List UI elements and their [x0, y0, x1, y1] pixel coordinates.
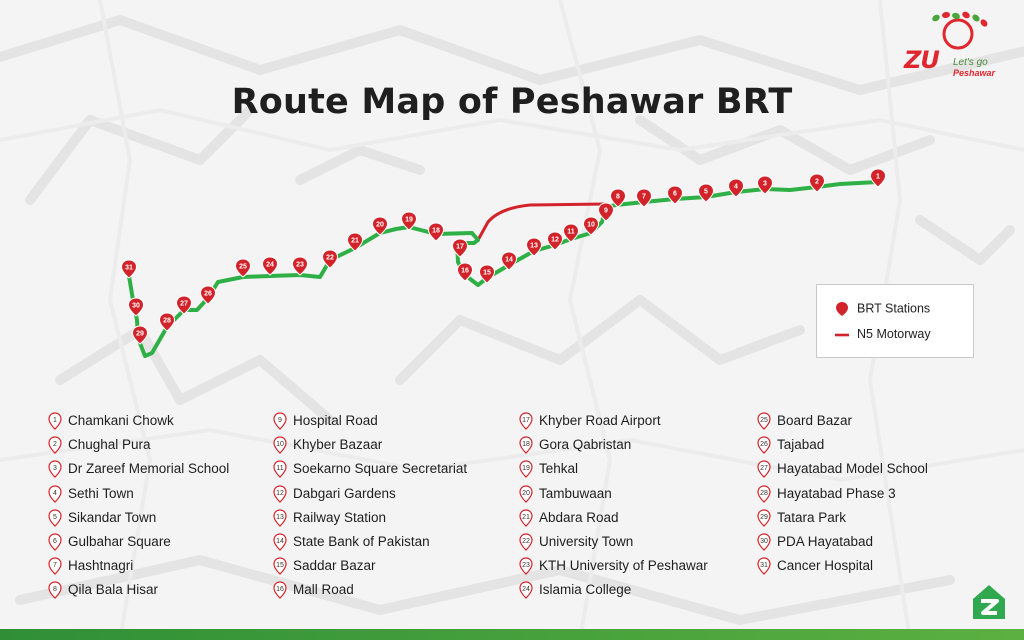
- station-number-pin-icon: [48, 509, 62, 527]
- station-pin-number: 5: [704, 188, 708, 196]
- station-number: 25: [760, 417, 768, 424]
- station-name: Dabgari Gardens: [293, 485, 396, 501]
- station-number: 22: [522, 538, 530, 545]
- station-name: PDA Hayatabad: [777, 534, 874, 549]
- station-number: 12: [276, 489, 284, 497]
- station-number-pin-icon: [48, 581, 62, 599]
- station-pin-number: 7: [642, 193, 646, 201]
- station-pin-number: 22: [326, 254, 334, 262]
- station-number: 27: [760, 465, 768, 473]
- station-name: Gora Qabristan: [539, 437, 632, 453]
- station-pin-number: 15: [483, 269, 491, 277]
- legend-motorway-row: [835, 327, 931, 341]
- station-number-pin-icon: [519, 509, 533, 527]
- station-pin-number: 31: [125, 264, 133, 272]
- station-pin-number: 13: [530, 242, 538, 250]
- zameen-z-icon: [969, 581, 1009, 621]
- station-name: Dr Zareef Memorial School: [68, 461, 230, 477]
- station-name: Khyber Road Airport: [539, 413, 661, 428]
- station-number-pin-icon: [273, 509, 287, 527]
- station-number-pin-icon: [48, 557, 62, 575]
- station-number: 6: [53, 538, 57, 545]
- station-number: 16: [276, 586, 284, 594]
- station-name: Mall Road: [293, 582, 354, 598]
- station-number: 24: [522, 586, 530, 594]
- station-pin: [133, 326, 148, 344]
- station-number: 7: [53, 562, 57, 570]
- station-number-pin-icon: [757, 533, 771, 551]
- station-pin-number: 28: [163, 317, 171, 325]
- station-number-pin-icon: [48, 460, 62, 478]
- map-legend: [816, 284, 974, 358]
- station-number-pin-icon: [757, 412, 771, 430]
- station-number: 1: [53, 417, 57, 424]
- station-pin-number: 29: [136, 330, 144, 338]
- station-name: Abdara Road: [539, 509, 619, 525]
- station-pin-number: 12: [551, 236, 559, 244]
- station-number-pin-icon: [273, 460, 287, 478]
- station-number-pin-icon: [519, 557, 533, 575]
- station-number: 28: [760, 489, 768, 497]
- station-number-pin-icon: [273, 581, 287, 599]
- page-title: Route Map of Peshawar BRT: [231, 82, 793, 122]
- station-number-pin-icon: [757, 485, 771, 503]
- station-pin: [293, 257, 308, 275]
- station-name: Tambuwaan: [539, 485, 612, 501]
- station-name: Hospital Road: [293, 413, 378, 428]
- station-name: State Bank of Pakistan: [293, 534, 430, 549]
- station-number: 9: [278, 417, 282, 424]
- station-name: Islamia College: [539, 582, 632, 598]
- station-number-pin-icon: [273, 533, 287, 551]
- station-pin-number: 3: [763, 180, 767, 188]
- station-pin: [129, 298, 144, 316]
- station-number-pin-icon: [757, 509, 771, 527]
- station-pin-number: 26: [204, 290, 212, 298]
- station-name: Hayatabad Model School: [777, 461, 928, 477]
- station-number: 10: [276, 441, 284, 449]
- station-name: Tehkal: [539, 461, 579, 477]
- station-number-pin-icon: [519, 460, 533, 478]
- station-number: 30: [760, 538, 768, 545]
- station-number-pin-icon: [757, 436, 771, 454]
- station-number: 23: [522, 562, 530, 570]
- station-name: Chughal Pura: [68, 437, 151, 453]
- station-number-pin-icon: [519, 581, 533, 599]
- station-pin-number: 20: [376, 221, 384, 229]
- station-pin-number: 16: [461, 267, 469, 275]
- station-number-pin-icon: [273, 557, 287, 575]
- station-name: Chamkani Chowk: [68, 413, 174, 428]
- station-number: 19: [522, 465, 530, 473]
- station-pin-number: 8: [616, 193, 620, 201]
- legend-stations-row: [835, 301, 930, 317]
- motorway-line-icon: [835, 330, 849, 340]
- station-pin-number: 9: [604, 207, 608, 215]
- station-pin: [122, 260, 137, 278]
- station-pin-number: 11: [567, 228, 575, 236]
- station-pin-number: 10: [587, 221, 595, 229]
- station-number: 26: [760, 441, 768, 449]
- station-number: 8: [53, 586, 57, 594]
- station-pin-number: 1: [876, 173, 880, 181]
- station-pin-number: 25: [239, 263, 247, 271]
- station-number: 4: [53, 489, 57, 497]
- station-name: Tatara Park: [777, 509, 847, 525]
- station-name: KTH University of Peshawar: [539, 558, 708, 574]
- station-name: University Town: [539, 534, 634, 549]
- station-name: Railway Station: [293, 509, 387, 525]
- station-name: Hayatabad Phase 3: [777, 485, 896, 501]
- station-pin: [348, 233, 363, 251]
- station-number-pin-icon: [519, 485, 533, 503]
- station-pin-number: 14: [505, 256, 513, 264]
- station-name: Hashtnagri: [68, 558, 134, 574]
- station-name: Sikandar Town: [68, 509, 157, 525]
- station-pin: [453, 239, 468, 257]
- station-pin-number: 17: [456, 243, 464, 251]
- station-pin: [160, 313, 175, 331]
- station-number-pin-icon: [757, 557, 771, 575]
- legend-stations-label: BRT Stations: [857, 301, 931, 316]
- station-number: 14: [276, 538, 284, 545]
- station-pin-number: 30: [132, 302, 140, 310]
- station-name: Sethi Town: [68, 485, 134, 501]
- station-number-pin-icon: [757, 460, 771, 478]
- station-pin-number: 2: [815, 178, 819, 186]
- station-number-pin-icon: [519, 412, 533, 430]
- station-pin-number: 4: [734, 183, 738, 191]
- station-number: 2: [53, 441, 57, 449]
- station-pin-number: 6: [673, 190, 677, 198]
- station-name: Tajabad: [777, 437, 825, 453]
- station-pin-number: 18: [432, 227, 440, 235]
- station-number: 13: [276, 513, 284, 521]
- station-pin-number: 23: [296, 261, 304, 269]
- station-pin-number: 24: [266, 261, 274, 269]
- logo-brand: ZU: [904, 46, 939, 74]
- bottom-green-bar: [0, 629, 1024, 640]
- station-name: Saddar Bazar: [293, 558, 376, 574]
- station-number-pin-icon: [48, 412, 62, 430]
- station-pin-number: 19: [405, 216, 413, 224]
- station-pin-number: 27: [180, 300, 188, 308]
- station-name: Gulbahar Square: [68, 534, 171, 549]
- map-pin-icon: [835, 301, 849, 317]
- station-number: 31: [760, 562, 768, 570]
- station-number-pin-icon: [48, 533, 62, 551]
- station-name: Cancer Hospital: [777, 558, 874, 574]
- station-number: 20: [522, 489, 530, 497]
- legend-motorway-label: N5 Motorway: [857, 327, 931, 341]
- logo-city: Peshawar: [953, 68, 996, 78]
- station-number: 11: [276, 465, 284, 473]
- station-pin: [584, 217, 599, 235]
- station-number: 21: [522, 513, 530, 521]
- station-number-pin-icon: [519, 436, 533, 454]
- station-number-pin-icon: [519, 533, 533, 551]
- station-number: 29: [760, 513, 768, 521]
- station-number-pin-icon: [273, 436, 287, 454]
- station-number-pin-icon: [48, 436, 62, 454]
- station-pins: [122, 169, 886, 344]
- station-pin: [429, 223, 444, 241]
- station-number: 5: [53, 513, 57, 521]
- station-number-pin-icon: [48, 485, 62, 503]
- station-number: 3: [53, 465, 57, 473]
- station-name: Qila Bala Hisar: [68, 582, 159, 598]
- logo-tagline: Let's go: [953, 57, 988, 68]
- station-name: Khyber Bazaar: [293, 437, 383, 453]
- station-pin: [599, 203, 614, 221]
- station-number-pin-icon: [273, 412, 287, 430]
- station-pin: [236, 259, 251, 277]
- station-number: 17: [522, 417, 530, 424]
- station-number: 18: [522, 441, 530, 449]
- station-name: Board Bazar: [777, 413, 853, 428]
- station-number-pin-icon: [273, 485, 287, 503]
- station-number: 15: [276, 562, 284, 570]
- station-pin: [263, 257, 278, 275]
- station-name: Soekarno Square Secretariat: [293, 461, 468, 477]
- station-pin: [871, 169, 886, 187]
- station-pin-number: 21: [351, 237, 359, 245]
